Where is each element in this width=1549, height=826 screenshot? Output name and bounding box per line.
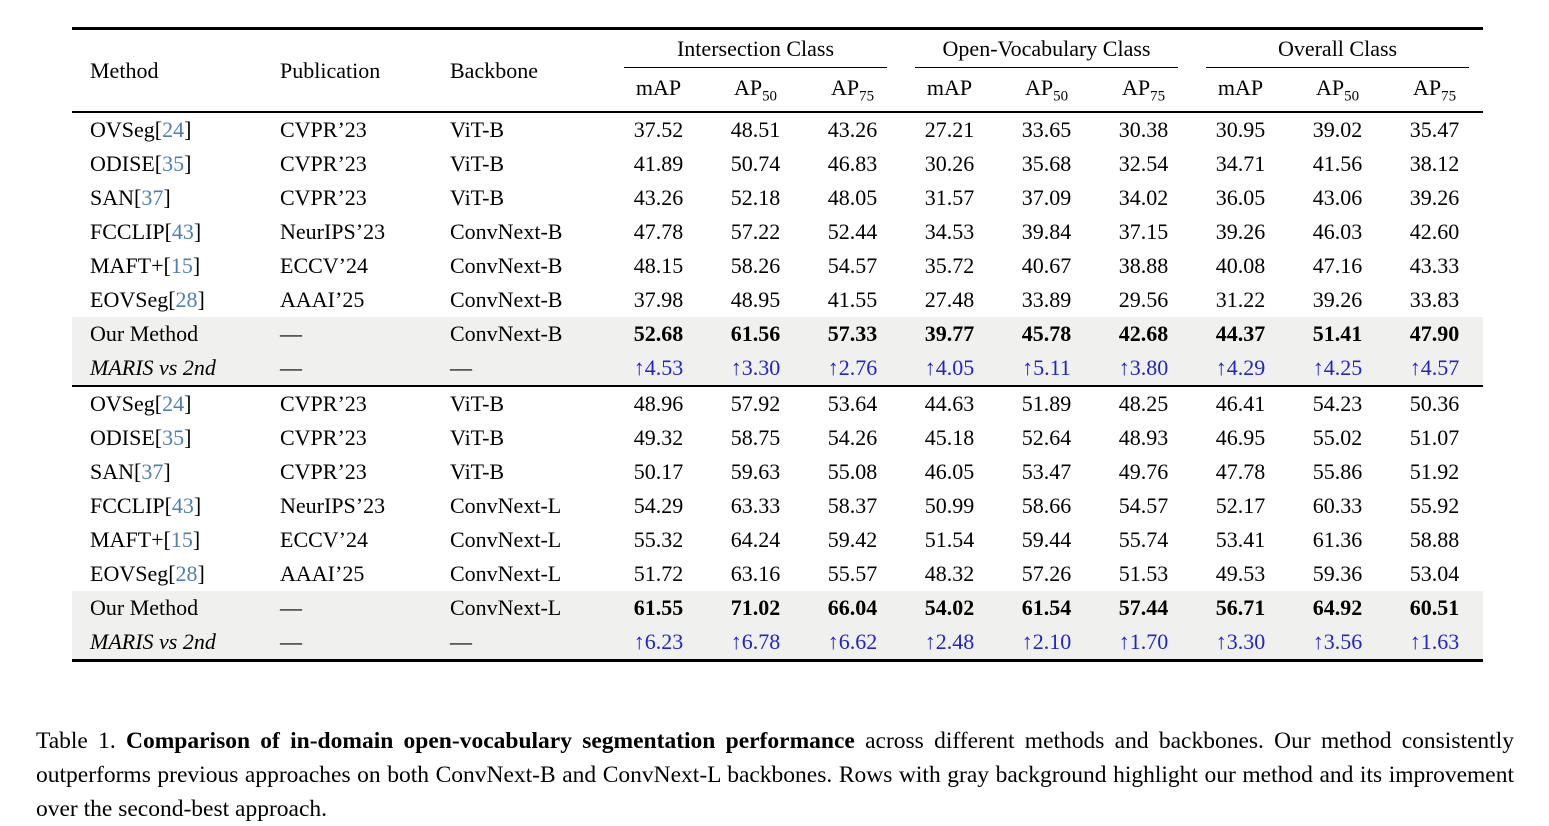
- backbone-cell: ConvNext-B: [450, 287, 563, 312]
- metric-value-cell: 52.64: [1021, 425, 1072, 450]
- table-row: [72, 386, 1483, 421]
- metric-value-cell: 37.52: [633, 117, 684, 142]
- metric-value-cell: 30.95: [1215, 117, 1266, 142]
- metric-value-cell: 51.92: [1409, 459, 1460, 484]
- publication-cell: ECCV’24: [280, 527, 368, 552]
- method-name: MARIS vs 2nd: [90, 355, 216, 380]
- method-name: Our Method: [90, 321, 199, 346]
- metric-value-cell: 55.32: [633, 527, 684, 552]
- metric-value-cell: 59.42: [827, 527, 878, 552]
- metric-value-cell: 39.02: [1312, 117, 1363, 142]
- metric-value-cell: 58.26: [730, 253, 781, 278]
- metric-value-cell: 39.26: [1409, 185, 1460, 210]
- metric-value-cell: 36.05: [1215, 185, 1266, 210]
- metric-value-cell: 55.86: [1312, 459, 1363, 484]
- metric-value-cell: 32.54: [1118, 151, 1169, 176]
- metric-value-cell: 33.65: [1021, 117, 1072, 142]
- metric-value-cell: 41.55: [827, 287, 878, 312]
- backbone-cell: ViT-B: [450, 391, 505, 416]
- metric-value-cell: 63.33: [730, 493, 781, 518]
- metric-value-cell: 40.67: [1021, 253, 1072, 278]
- metric-value-cell: 47.78: [633, 219, 684, 244]
- citation-link[interactable]: 43: [171, 493, 194, 518]
- method-name: OVSeg: [90, 391, 155, 416]
- publication-cell: —: [280, 629, 302, 654]
- metric-value-cell: 58.66: [1021, 493, 1072, 518]
- metric-value-cell: 39.77: [924, 321, 975, 346]
- metric-value-cell: 38.88: [1118, 253, 1169, 278]
- publication-cell: ECCV’24: [280, 253, 368, 278]
- backbone-cell: ViT-B: [450, 185, 505, 210]
- metric-value-cell: 47.16: [1312, 253, 1363, 278]
- method-cell: ODISE[35]: [90, 425, 192, 450]
- metric-header-ap50: $AP_{50}$: [1024, 75, 1069, 105]
- backbone-cell: ConvNext-B: [450, 321, 563, 346]
- method-name: MARIS vs 2nd: [90, 629, 216, 654]
- publication-cell: CVPR’23: [280, 117, 367, 142]
- method-name: SAN: [90, 185, 135, 210]
- metric-value-cell: 50.74: [730, 151, 781, 176]
- metric-value-cell: 33.83: [1409, 287, 1460, 312]
- metric-value-cell: 51.07: [1409, 425, 1460, 450]
- caption-bold-text: Comparison of in-domain open-vocabulary segmentation performance: [126, 727, 855, 754]
- column-group-intersection: [610, 29, 901, 69]
- metric-value-cell: 54.57: [827, 253, 878, 278]
- metric-value-cell: 37.15: [1118, 219, 1169, 244]
- metric-value-cell: 37.98: [633, 287, 684, 312]
- metric-value-cell: 44.37: [1215, 321, 1266, 346]
- metric-value-cell: ↑1.70: [1118, 629, 1169, 654]
- publication-cell: AAAI’25: [280, 287, 365, 312]
- method-cell: SAN[37]: [90, 185, 171, 210]
- metric-value-cell: 57.92: [730, 391, 781, 416]
- metric-value-cell: 43.06: [1312, 185, 1363, 210]
- metric-value-cell: 57.33: [827, 321, 878, 346]
- metric-value-cell: 61.56: [730, 321, 781, 346]
- metric-value-cell: 53.41: [1215, 527, 1266, 552]
- metric-value-cell: 49.32: [633, 425, 684, 450]
- metric-value-cell: 40.08: [1215, 253, 1266, 278]
- results-table: [72, 27, 1483, 662]
- metric-value-cell: 50.36: [1409, 391, 1460, 416]
- publication-cell: CVPR’23: [280, 459, 367, 484]
- metric-value-cell: 43.26: [827, 117, 878, 142]
- metric-value-cell: ↑2.48: [924, 629, 975, 654]
- backbone-cell: ConvNext-L: [450, 527, 562, 552]
- backbone-cell: —: [450, 629, 472, 654]
- publication-column-header: Publication: [280, 57, 381, 83]
- metric-value-cell: ↑1.63: [1409, 629, 1460, 654]
- metric-value-cell: 71.02: [730, 595, 781, 620]
- method-name: MAFT+: [90, 527, 164, 552]
- method-cell: MAFT+[15]: [90, 253, 201, 278]
- table-row: [72, 455, 1483, 489]
- metric-value-cell: 53.64: [827, 391, 878, 416]
- metric-value-cell: 39.26: [1215, 219, 1266, 244]
- citation-link[interactable]: 24: [162, 117, 185, 142]
- metric-value-cell: 35.47: [1409, 117, 1460, 142]
- metric-value-cell: 31.22: [1215, 287, 1266, 312]
- backbone-column-header: Backbone: [450, 57, 538, 83]
- metric-value-cell: 63.16: [730, 561, 781, 586]
- method-cell: FCCLIP[43]: [90, 493, 202, 518]
- metric-value-cell: 29.56: [1118, 287, 1169, 312]
- method-cell: SAN[37]: [90, 459, 171, 484]
- method-cell: [72, 317, 262, 351]
- metric-value-cell: 55.57: [827, 561, 878, 586]
- metric-value-cell: 54.57: [1118, 493, 1169, 518]
- metric-value-cell: 53.04: [1409, 561, 1460, 586]
- backbone-cell: ConvNext-B: [450, 219, 563, 244]
- backbone-cell: —: [450, 355, 472, 380]
- metric-value-cell: 34.02: [1118, 185, 1169, 210]
- metric-value-cell: 54.26: [827, 425, 878, 450]
- metric-value-cell: 51.72: [633, 561, 684, 586]
- metric-value-cell: 64.92: [1312, 595, 1363, 620]
- method-cell: EOVSeg[28]: [90, 287, 205, 312]
- metric-header-ap50: $AP_{50}$: [733, 75, 778, 105]
- metric-value-cell: ↑6.78: [730, 629, 781, 654]
- publication-cell: NeurIPS’23: [280, 219, 386, 244]
- metric-header-map: mAP: [635, 75, 682, 100]
- metric-value-cell: 57.44: [1118, 595, 1169, 620]
- metric-value-cell: 45.78: [1021, 321, 1072, 346]
- table-row: [72, 215, 1483, 249]
- metric-value-cell: 27.21: [924, 117, 975, 142]
- citation-link[interactable]: 43: [171, 219, 194, 244]
- metric-header-ap50: $AP_{50}$: [1315, 75, 1360, 105]
- metric-value-cell: ↑2.10: [1021, 629, 1072, 654]
- table-header: [72, 29, 1483, 113]
- table-row: [72, 112, 1483, 147]
- method-cell: MAFT+[15]: [90, 527, 201, 552]
- metric-value-cell: 50.17: [633, 459, 684, 484]
- backbone-cell: ViT-B: [450, 425, 505, 450]
- metric-value-cell: ↑4.25: [1312, 355, 1363, 380]
- backbone-cell: ViT-B: [450, 151, 505, 176]
- metric-value-cell: ↑4.29: [1215, 355, 1266, 380]
- citation-link[interactable]: 24: [162, 391, 185, 416]
- metric-value-cell: 64.24: [730, 527, 781, 552]
- table-row: [72, 625, 1483, 661]
- table-row: [72, 489, 1483, 523]
- metric-value-cell: 48.95: [730, 287, 781, 312]
- table-row: [72, 317, 1483, 351]
- metric-value-cell: 55.02: [1312, 425, 1363, 450]
- column-group-label: Overall Class: [1206, 36, 1469, 68]
- method-cell: [72, 625, 262, 661]
- metric-value-cell: 45.18: [924, 425, 975, 450]
- metric-value-cell: 52.44: [827, 219, 878, 244]
- metric-value-cell: 39.26: [1312, 287, 1363, 312]
- metric-value-cell: 52.68: [633, 321, 684, 346]
- metric-header-ap75: $AP_{75}$: [1121, 75, 1166, 105]
- metric-header-map: mAP: [1217, 75, 1264, 100]
- table-row: [72, 421, 1483, 455]
- metric-value-cell: 43.26: [633, 185, 684, 210]
- caption-text: across different methods and backbones. Our method consistently outperforms previous approaches on both ConvNext-B and ConvNext-L backbones. Rows with gray background highlight our method and its improvement over the second-best approach.: [36, 727, 1514, 822]
- metric-value-cell: ↑3.80: [1118, 355, 1169, 380]
- backbone-cell: ViT-B: [450, 117, 505, 142]
- citation-link[interactable]: 15: [170, 253, 193, 278]
- metric-value-cell: 51.89: [1021, 391, 1072, 416]
- caption-label: Table 1.: [36, 727, 126, 754]
- metric-value-cell: 46.83: [827, 151, 878, 176]
- metric-value-cell: 48.05: [827, 185, 878, 210]
- citation-link[interactable]: 28: [175, 287, 198, 312]
- metric-value-cell: 51.53: [1118, 561, 1169, 586]
- publication-cell: CVPR’23: [280, 425, 367, 450]
- table-row: [72, 283, 1483, 317]
- backbone-cell: ConvNext-L: [450, 561, 562, 586]
- backbone-cell: ConvNext-L: [450, 493, 562, 518]
- metric-value-cell: 46.95: [1215, 425, 1266, 450]
- publication-cell: —: [280, 321, 302, 346]
- metric-value-cell: 33.89: [1021, 287, 1072, 312]
- table-row: [72, 181, 1483, 215]
- backbone-cell: ViT-B: [450, 459, 505, 484]
- method-cell: OVSeg[24]: [90, 391, 192, 416]
- table-caption: [36, 724, 1514, 826]
- method-cell: EOVSeg[28]: [90, 561, 205, 586]
- metric-value-cell: 43.33: [1409, 253, 1460, 278]
- table-row: [72, 351, 1483, 386]
- metric-value-cell: 38.12: [1409, 151, 1460, 176]
- citation-link[interactable]: 35: [162, 425, 185, 450]
- metric-value-cell: ↑3.30: [730, 355, 781, 380]
- column-group-overall: [1192, 29, 1483, 69]
- metric-value-cell: ↑4.57: [1409, 355, 1460, 380]
- backbone-cell: ConvNext-L: [450, 595, 562, 620]
- metric-value-cell: 51.41: [1312, 321, 1363, 346]
- metric-value-cell: 47.78: [1215, 459, 1266, 484]
- method-name: ODISE: [90, 151, 155, 176]
- metric-value-cell: 34.53: [924, 219, 975, 244]
- metric-value-cell: 61.36: [1312, 527, 1363, 552]
- publication-cell: CVPR’23: [280, 391, 367, 416]
- metric-value-cell: 60.51: [1409, 595, 1460, 620]
- method-column-header: Method: [90, 57, 159, 83]
- metric-value-cell: 55.92: [1409, 493, 1460, 518]
- metric-value-cell: 53.47: [1021, 459, 1072, 484]
- backbone-b-group: [72, 112, 1483, 386]
- metric-value-cell: 61.54: [1021, 595, 1072, 620]
- metric-value-cell: 48.51: [730, 117, 781, 142]
- method-cell: OVSeg[24]: [90, 117, 192, 142]
- metric-value-cell: 48.93: [1118, 425, 1169, 450]
- method-name: ODISE: [90, 425, 155, 450]
- metric-value-cell: 47.90: [1409, 321, 1460, 346]
- metric-value-cell: 48.15: [633, 253, 684, 278]
- metric-value-cell: 54.29: [633, 493, 684, 518]
- column-group-open-vocabulary: [901, 29, 1192, 69]
- table-row: [72, 147, 1483, 181]
- metric-value-cell: ↑4.53: [633, 355, 684, 380]
- metric-value-cell: 49.53: [1215, 561, 1266, 586]
- metric-value-cell: 66.04: [827, 595, 878, 620]
- method-name: EOVSeg: [90, 287, 169, 312]
- metric-value-cell: 59.63: [730, 459, 781, 484]
- metric-header-map: mAP: [926, 75, 973, 100]
- metric-value-cell: 50.99: [924, 493, 975, 518]
- metric-value-cell: 54.02: [924, 595, 975, 620]
- metric-value-cell: 55.08: [827, 459, 878, 484]
- metric-value-cell: 57.22: [730, 219, 781, 244]
- metric-value-cell: 61.55: [633, 595, 684, 620]
- metric-value-cell: 41.56: [1312, 151, 1363, 176]
- metric-value-cell: 59.44: [1021, 527, 1072, 552]
- metric-value-cell: 58.88: [1409, 527, 1460, 552]
- metric-header-ap75: $AP_{75}$: [830, 75, 875, 105]
- publication-cell: AAAI’25: [280, 561, 365, 586]
- metric-value-cell: 59.36: [1312, 561, 1363, 586]
- metric-value-cell: 27.48: [924, 287, 975, 312]
- metric-value-cell: 37.09: [1021, 185, 1072, 210]
- method-cell: FCCLIP[43]: [90, 219, 202, 244]
- method-cell: [72, 591, 262, 625]
- publication-cell: CVPR’23: [280, 185, 367, 210]
- citation-link[interactable]: 37: [141, 185, 164, 210]
- metric-value-cell: 31.57: [924, 185, 975, 210]
- method-cell: [72, 351, 262, 386]
- publication-cell: CVPR’23: [280, 151, 367, 176]
- metric-value-cell: 34.71: [1215, 151, 1266, 176]
- column-group-row: [72, 29, 1483, 69]
- results-table-wrap: [72, 27, 1483, 662]
- metric-value-cell: 57.26: [1021, 561, 1072, 586]
- method-name: FCCLIP: [90, 219, 165, 244]
- metric-value-cell: 41.89: [633, 151, 684, 176]
- metric-value-cell: 60.33: [1312, 493, 1363, 518]
- publication-cell: —: [280, 355, 302, 380]
- metric-value-cell: 58.37: [827, 493, 878, 518]
- table-row: [72, 523, 1483, 557]
- column-group-label: Open-Vocabulary Class: [915, 36, 1178, 68]
- metric-value-cell: 30.26: [924, 151, 975, 176]
- metric-value-cell: ↑6.23: [633, 629, 684, 654]
- metric-header-ap75: $AP_{75}$: [1413, 75, 1457, 105]
- metric-value-cell: ↑6.62: [827, 629, 878, 654]
- metric-value-cell: 49.76: [1118, 459, 1169, 484]
- citation-link[interactable]: 28: [175, 561, 198, 586]
- method-name: FCCLIP: [90, 493, 165, 518]
- metric-value-cell: ↑3.30: [1215, 629, 1266, 654]
- metric-value-cell: 44.63: [924, 391, 975, 416]
- metric-value-cell: ↑2.76: [827, 355, 878, 380]
- metric-value-cell: 39.84: [1021, 219, 1072, 244]
- metric-value-cell: ↑3.56: [1312, 629, 1363, 654]
- method-name: MAFT+: [90, 253, 164, 278]
- metric-value-cell: 58.75: [730, 425, 781, 450]
- metric-value-cell: 46.41: [1215, 391, 1266, 416]
- column-group-label: Intersection Class: [624, 36, 887, 68]
- table-row: [72, 249, 1483, 283]
- metric-value-cell: 48.25: [1118, 391, 1169, 416]
- backbone-l-group: [72, 386, 1483, 661]
- method-name: OVSeg: [90, 117, 155, 142]
- metric-value-cell: ↑4.05: [924, 355, 975, 380]
- method-cell: ODISE[35]: [90, 151, 192, 176]
- metric-value-cell: 35.72: [924, 253, 975, 278]
- method-name: Our Method: [90, 595, 199, 620]
- metric-value-cell: 51.54: [924, 527, 975, 552]
- backbone-cell: ConvNext-B: [450, 253, 563, 278]
- metric-value-cell: 48.32: [924, 561, 975, 586]
- metric-value-cell: 35.68: [1021, 151, 1072, 176]
- method-name: SAN: [90, 459, 135, 484]
- metric-value-cell: 42.68: [1118, 321, 1169, 346]
- citation-link[interactable]: 35: [162, 151, 185, 176]
- metric-value-cell: 52.18: [730, 185, 781, 210]
- metric-value-cell: 52.17: [1215, 493, 1266, 518]
- citation-link[interactable]: 15: [170, 527, 193, 552]
- metric-value-cell: 46.05: [924, 459, 975, 484]
- table-row: [72, 557, 1483, 591]
- method-name: EOVSeg: [90, 561, 169, 586]
- table-row: [72, 591, 1483, 625]
- metric-value-cell: 56.71: [1215, 595, 1266, 620]
- metric-value-cell: 54.23: [1312, 391, 1363, 416]
- publication-cell: —: [280, 595, 302, 620]
- metric-value-cell: 48.96: [633, 391, 684, 416]
- metric-value-cell: 42.60: [1409, 219, 1460, 244]
- metric-value-cell: 30.38: [1118, 117, 1169, 142]
- metric-value-cell: ↑5.11: [1022, 355, 1071, 380]
- citation-link[interactable]: 37: [141, 459, 164, 484]
- publication-cell: NeurIPS’23: [280, 493, 386, 518]
- metric-value-cell: 55.74: [1118, 527, 1169, 552]
- metric-value-cell: 46.03: [1312, 219, 1363, 244]
